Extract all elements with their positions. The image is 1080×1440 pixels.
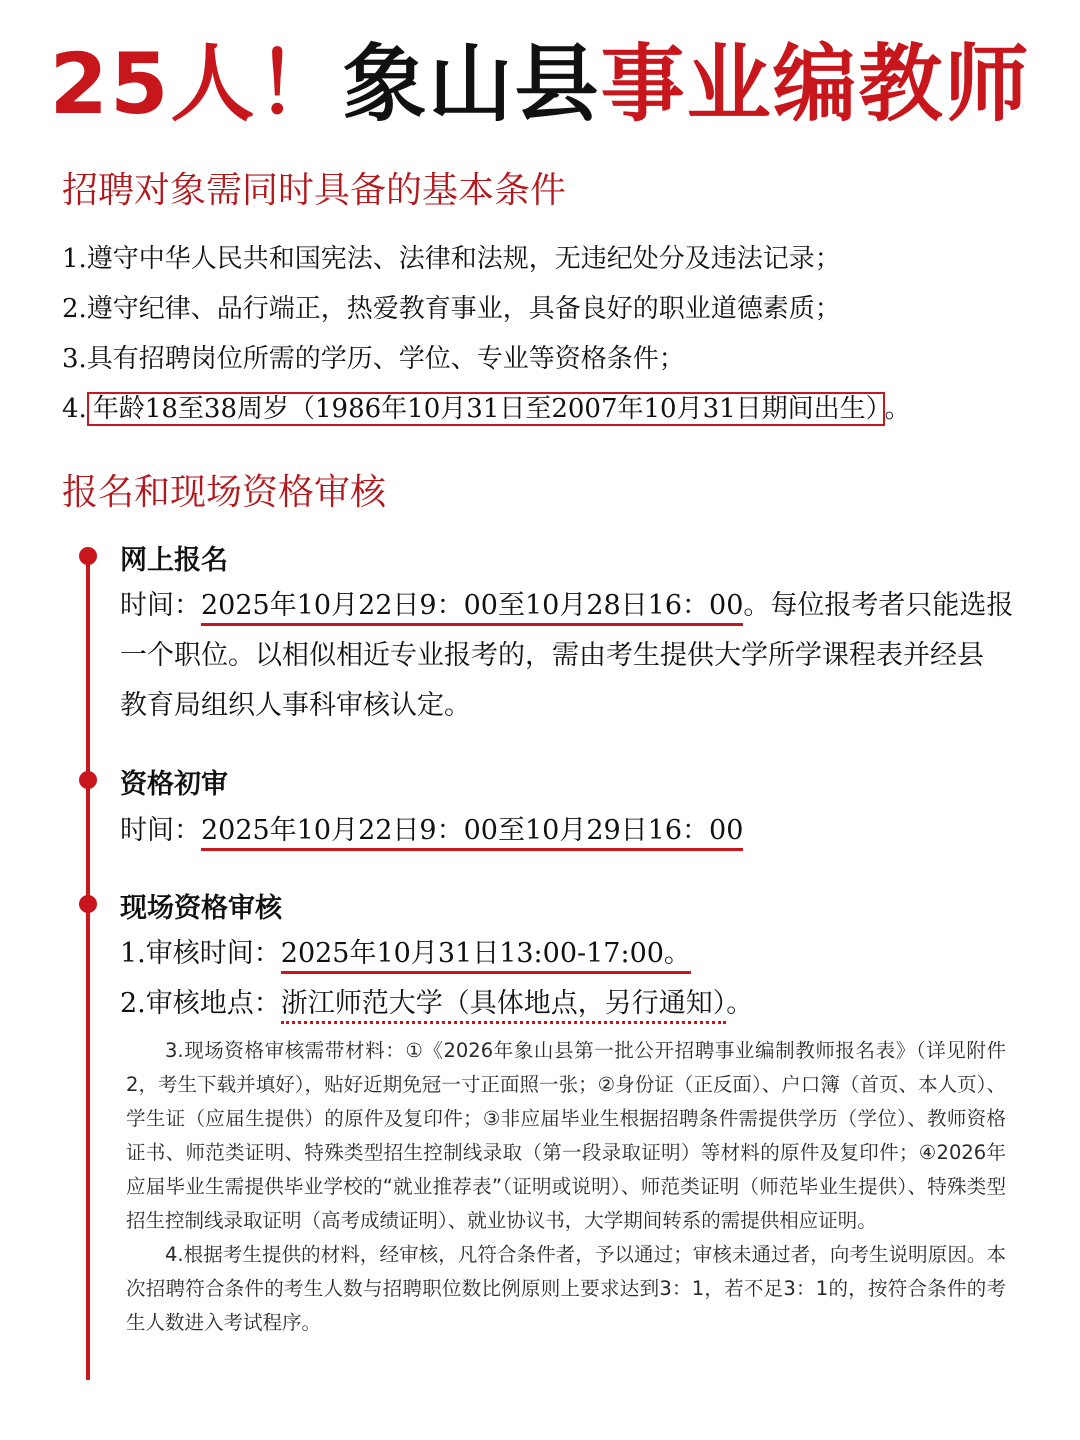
online-registration-line1 — [120, 581, 1013, 631]
preliminary-time-label: 时间： — [120, 815, 201, 846]
onsite-time-label: 1.审核时间： — [120, 938, 281, 969]
timeline-dot-onsite — [79, 895, 97, 913]
onsite-place-value: 浙江师范大学（具体地点，另行通知） — [281, 988, 727, 1024]
condition-item-4 — [62, 388, 911, 425]
condition-item-1: 1.遵守中华人民共和国宪法、法律和法规，无违纪处分及违法记录； — [62, 244, 841, 274]
preliminary-time-value: 2025年10月22日9：00至10月29日16：00 — [201, 815, 743, 851]
condition-item-3: 3.具有招聘岗位所需的学历、学位、专业等资格条件； — [62, 344, 685, 374]
preliminary-review-title: 资格初审 — [120, 769, 228, 800]
timeline-line — [86, 555, 90, 1380]
materials-paragraph: 3.现场资格审核需带材料：①《2026年象山县第一批公开招聘事业编制教师报名表》（详见附件2，考生下载并填好），贴好近期免冠一寸正面照一张；②身份证（正反面）、户口簿（首页、本人页）、学生证（应届生提供）的原件及复印件；③非应届毕业生根据招聘条件需提供学历（学位）、教师资格证书、师范类证明、特殊类型招生控制线录取（第一段录取证明）等材料的原件及复印件；④2026年应届毕业生需提供毕业学校的“就业推荐表”（证明或说明）、师范类证明（师范毕业生提供）、特殊类型招生控制线录取证明（高考成绩证明）、就业协议书，大学期间转系的需提供相应证明。 — [126, 1039, 1006, 1232]
title-county: 象山县 — [342, 35, 601, 133]
preliminary-review-time — [120, 806, 743, 856]
registration-heading: 报名和现场资格审核 — [62, 472, 387, 513]
online-registration-line3: 教育局组织人事科审核认定。 — [120, 690, 471, 721]
timeline-dot-online — [79, 547, 97, 565]
timeline-dot-preliminary — [79, 771, 97, 789]
title-position: 事业编教师 — [600, 35, 1031, 133]
onsite-review-place — [120, 979, 753, 1029]
title-count: 25人！ — [49, 35, 343, 133]
online-time-value: 2025年10月22日9：00至10月28日16：00 — [201, 590, 743, 626]
onsite-review-title: 现场资格审核 — [120, 893, 282, 924]
onsite-time-value: 2025年10月31日13:00-17:00。 — [281, 938, 691, 974]
review-result-paragraph: 4.根据考生提供的材料，经审核，凡符合条件者，予以通过；审核未通过者，向考生说明原因。本次招聘符合条件的考生人数与招聘职位数比例原则上要求达到3：1，若不足3：1的，按符合条件的考生人数进入考试程序。 — [126, 1243, 1006, 1334]
page-title — [0, 34, 1080, 134]
online-rest: 。每位报考者只能选报 — [743, 590, 1014, 621]
online-time-label: 时间： — [120, 590, 201, 621]
onsite-review-time — [120, 929, 691, 979]
condition-item-2: 2.遵守纪律、品行端正，热爱教育事业，具备良好的职业道德素质； — [62, 294, 841, 324]
condition-item-4-prefix: 4. — [62, 394, 87, 424]
online-registration-line2: 一个职位。以相似相近专业报考的，需由考生提供大学所学课程表并经县 — [120, 640, 984, 671]
document-excerpt — [126, 1034, 1006, 1340]
onsite-place-label: 2.审核地点： — [120, 988, 281, 1019]
conditions-heading: 招聘对象需同时具备的基本条件 — [62, 170, 567, 211]
age-requirement-highlight: 年龄18至38周岁（1986年10月31日至2007年10月31日期间出生） — [87, 392, 885, 426]
onsite-place-suffix: 。 — [726, 988, 754, 1019]
condition-item-4-suffix: 。 — [884, 394, 911, 424]
online-registration-title: 网上报名 — [120, 545, 228, 576]
